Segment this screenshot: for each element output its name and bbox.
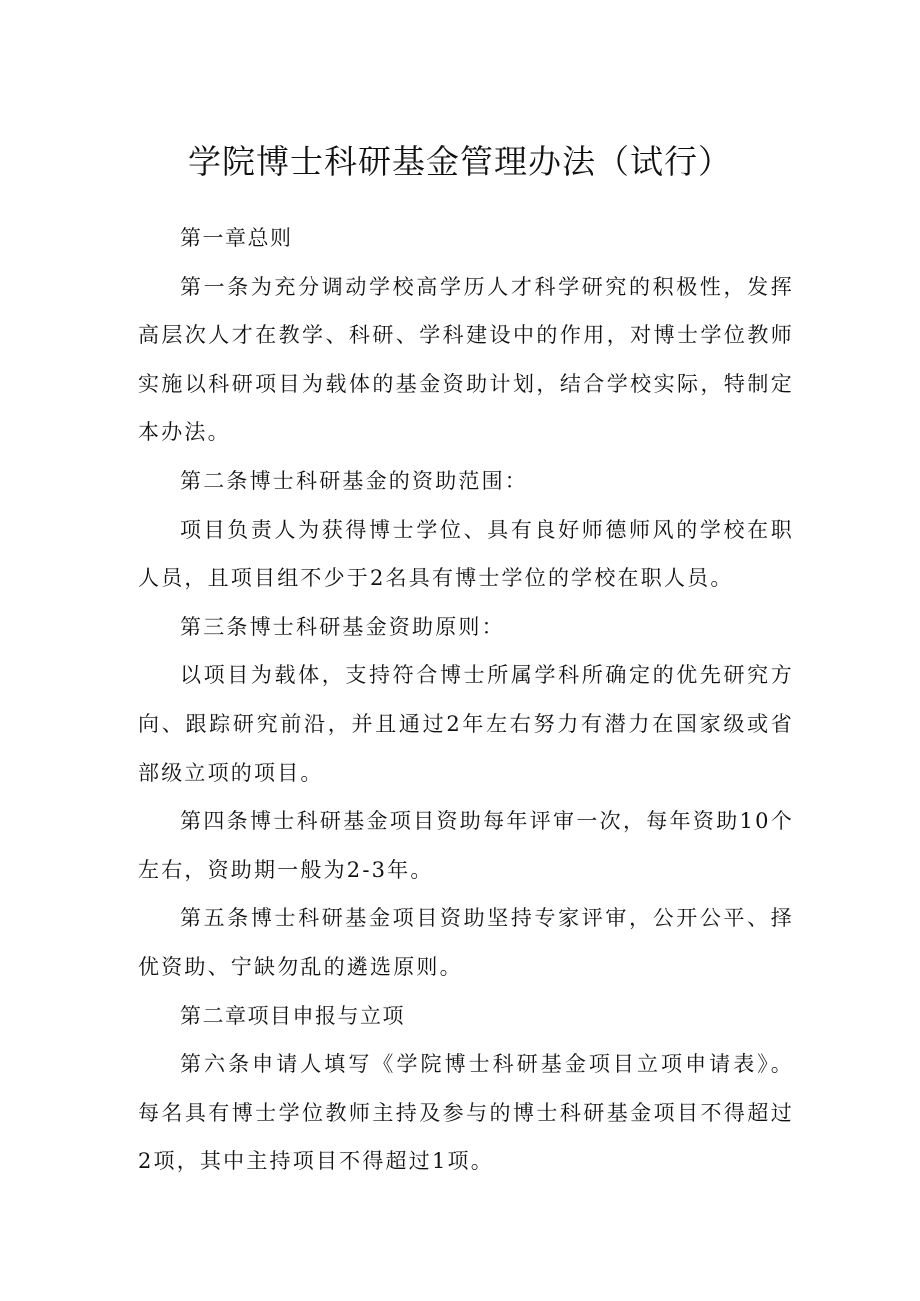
article-2: 第二条博士科研基金的资助范围：: [180, 468, 528, 493]
document-body: [138, 214, 794, 1186]
chapter-1-heading: 第一章总则: [180, 226, 293, 250]
article-1: 第一条为充分调动学校高学历人才科学研究的积极性，发挥高层次人才在教学、科研、学科建设中的作用，对博士学位教师实施以科研项目为载体的基金资助计划，结合学校实际，特制定本办法。: [138, 274, 794, 445]
document-title: 学院博士科研基金管理办法（试行）: [188, 142, 732, 181]
article-4: 第四条博士科研基金项目资助每年评审一次，每年资助10个左右，资助期一般为2-3年。: [138, 809, 794, 882]
article-5: 第五条博士科研基金项目资助坚持专家评审，公开公平、择优资助、宁缺勿乱的遴选原则。: [138, 906, 794, 979]
article-3-detail: 以项目为载体，支持符合博士所属学科所确定的优先研究方向、跟踪研究前沿，并且通过2年左右努力有潜力在国家级或省部级立项的项目。: [138, 663, 794, 785]
chapter-2-heading: 第二章项目申报与立项: [180, 1003, 405, 1028]
article-2-detail: 项目负责人为获得博士学位、具有良好师德师风的学校在职人员，且项目组不少于2名具有博士学位的学校在职人员。: [138, 517, 794, 591]
article-3: 第三条博士科研基金资助原则：: [180, 614, 505, 639]
article-6: 第六条申请人填写《学院博士科研基金项目立项申请表》。每名具有博士学位教师主持及参与的博士科研基金项目不得超过2项，其中主持项目不得超过1项。: [138, 1052, 794, 1174]
